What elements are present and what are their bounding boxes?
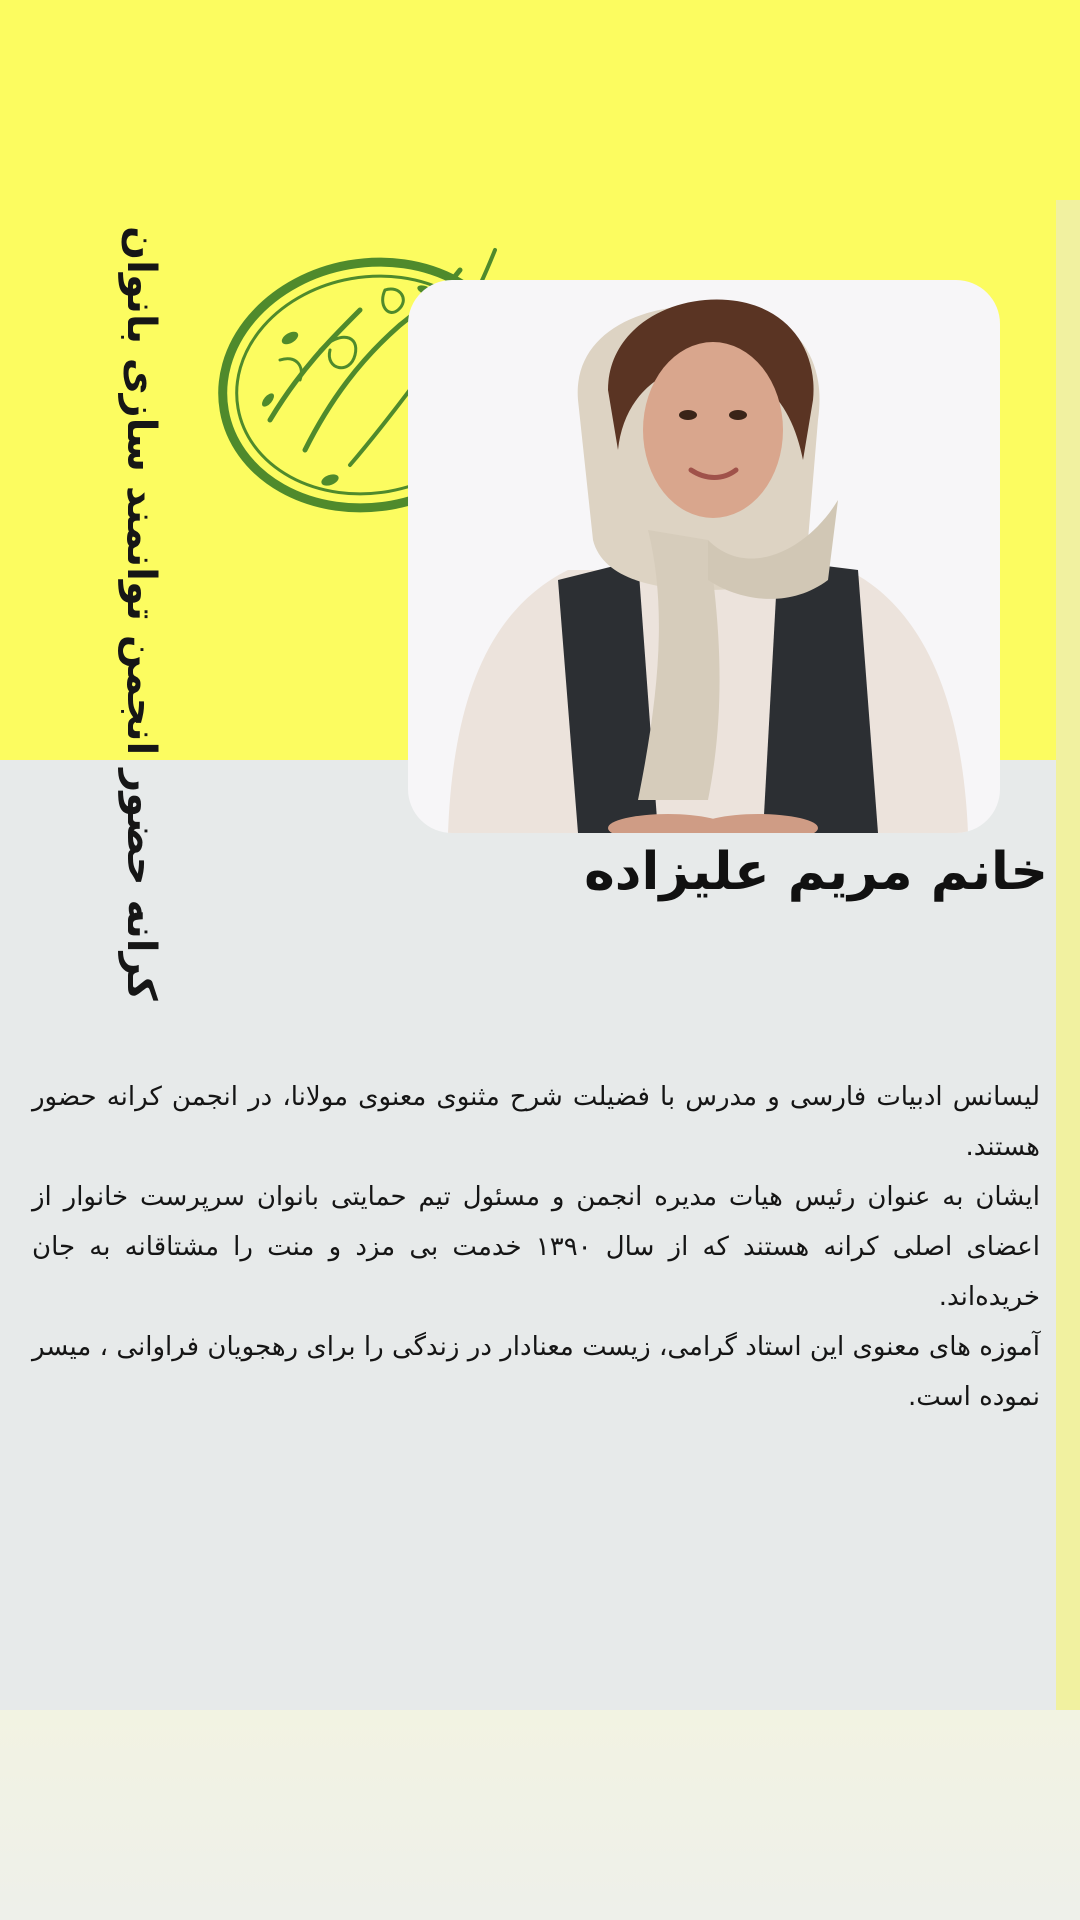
bio-paragraph-1: لیسانس ادبیات فارسی و مدرس با فضیلت شرح مثنوی معنوی مولانا، در انجمن کرانه حضور هستند. [32, 1082, 1040, 1162]
bottom-fade [0, 1710, 1080, 1920]
profile-photo [408, 280, 1000, 833]
organization-title: کرانه حضور انجمن توانمند سازی بانوان [118, 226, 164, 1001]
bio-paragraph-3: آموزه های معنوی این استاد گرامی، زیست معنادار در زندگی را برای رهجویان فراوانی ، میسر نموده است. [32, 1332, 1040, 1412]
bio-paragraph-2: ایشان به عنوان رئیس هیات مدیره انجمن و مسئول تیم حمایتی بانوان سرپرست خانوار از اعضای اصلی کرانه هستند که از سال ۱۳۹۰ خدمت بی مزد و منت را مشتاقانه به جان خریده‌اند. [32, 1182, 1040, 1312]
right-edge-strip [1056, 200, 1080, 1710]
biography [32, 1072, 1040, 1422]
person-name: خانم مریم علیزاده [584, 842, 1048, 902]
